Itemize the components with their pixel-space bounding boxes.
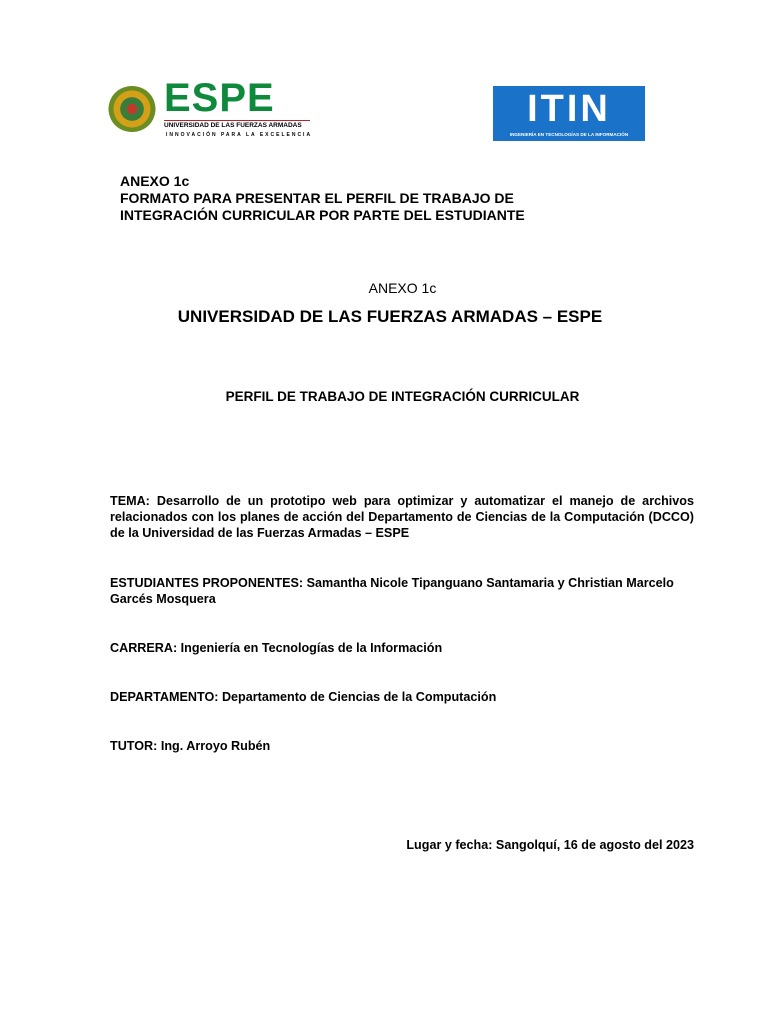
cover-annex: ANEXO 1c: [368, 280, 437, 296]
field-tutor: TUTOR: Ing. Arroyo Rubén: [110, 739, 271, 753]
itin-logo: [493, 86, 645, 141]
espe-logo: [108, 76, 313, 138]
itin-caption: INGENIERÍA EN TECNOLOGÍAS DE LA INFORMACIÓN: [509, 132, 629, 137]
field-departamento: DEPARTAMENTO: Departamento de Ciencias de la Computación: [110, 690, 497, 704]
field-estudiantes: ESTUDIANTES PROPONENTES: Samantha Nicole Tipanguano Santamaria y Christian Marcelo Garcés Mosquera: [110, 576, 674, 606]
espe-logo-rule: [164, 120, 310, 121]
field-lugar-fecha: Lugar y fecha: Sangolquí, 16 de agosto del 2023: [406, 838, 694, 852]
espe-seal-icon: [108, 86, 156, 132]
espe-wordmark: ESPE: [164, 76, 275, 120]
field-carrera: CARRERA: Ingeniería en Tecnologías de la Información: [110, 641, 443, 655]
itin-wordmark: ITIN: [527, 88, 611, 130]
document-header: [120, 173, 525, 224]
espe-slogan: INNOVACIÓN PARA LA EXCELENCIA: [166, 132, 313, 138]
field-tema: TEMA: Desarrollo de un prototipo web para optimizar y automatizar el manejo de archivos relacionados con los planes de acción del Departamento de Ciencias de la Computación (DCCO) de la Universidad de las Fuerzas Armadas – ESPE: [110, 494, 694, 540]
cover-subtitle: PERFIL DE TRABAJO DE INTEGRACIÓN CURRICULAR: [225, 389, 580, 404]
header-line-1: FORMATO PARA PRESENTAR EL PERFIL DE TRABAJO DE: [120, 190, 514, 206]
espe-university-name: UNIVERSIDAD DE LAS FUERZAS ARMADAS: [164, 122, 302, 129]
header-line-2: INTEGRACIÓN CURRICULAR POR PARTE DEL ESTUDIANTE: [120, 207, 525, 223]
cover-university-title: UNIVERSIDAD DE LAS FUERZAS ARMADAS – ESPE: [177, 307, 603, 326]
header-annex: ANEXO 1c: [120, 173, 190, 189]
